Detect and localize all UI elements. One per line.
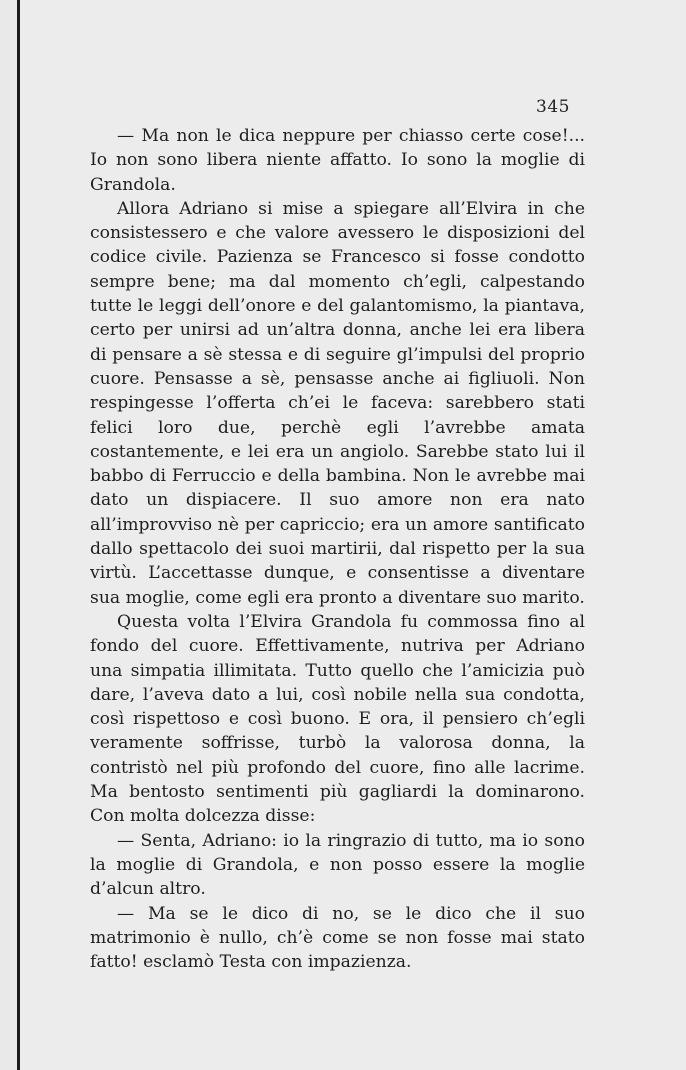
- page-number: 345: [536, 97, 570, 117]
- page-spine: [0, 0, 17, 1070]
- paragraph-4: — Senta, Adriano: io la ringrazio di tutto, ma io sono la moglie di Grandola, e non posso essere la moglie d’alcun altro.: [90, 830, 585, 900]
- paragraph-3: Questa volta l’Elvira Grandola fu commossa fino al fondo del cuore. Effettivamente, nutriva per Adriano una simpatia illimitata. Tutto quello che l’amicizia può dare, l’aveva dato a lui, così nobile nella sua condotta, così rispettoso e così buono. E ora, il pensiero ch’egli veramente soffrisse, turbò la valorosa donna, la contristò nel più profondo del cuore, fino alle lacrime. Ma bentosto sentimenti più gagliardi la dominarono. Con molta dolcezza disse:: [90, 611, 585, 827]
- paragraph-2: Allora Adriano si mise a spiegare all’Elvira in che consistessero e che valore avessero le disposizioni del codice civile. Pazienza se Francesco si fosse condotto sempre bene; ma dal momento ch’egli, calpestando tutte le leggi dell’onore e del galantomismo, la piantava, certo per unirsi ad un’altra donna, anche lei era libera di pensare a sè stessa e di seguire gl’impulsi del proprio cuore. Pensasse a sè, pensasse anche ai figliuoli. Non respingesse l’offerta ch’ei le faceva: sarebbero stati felici loro due, perchè egli l’avrebbe amata costantemente, e lei era un angiolo. Sarebbe stato lui il babbo di Ferruccio e della bambina. Non le avrebbe mai dato un dispiacere. Il suo amore non era nato all’improvviso nè per capriccio; era un amore santificato dallo spettacolo dei suoi martirii, dal rispetto per la sua virtù. L’accettasse dunque, e consentisse a diventare sua moglie, come egli era pronto a diventare suo marito.: [90, 198, 585, 608]
- binding-edge-line: [17, 0, 20, 1070]
- paragraph-5: — Ma se le dico di no, se le dico che il suo matrimonio è nullo, ch’è come se non fosse mai stato fatto! esclamò Testa con impazienza.: [90, 903, 585, 973]
- body-text: [90, 124, 585, 974]
- paragraph-1: — Ma non le dica neppure per chiasso certe cose!... Io non sono libera niente affatto. Io sono la moglie di Grandola.: [90, 126, 585, 195]
